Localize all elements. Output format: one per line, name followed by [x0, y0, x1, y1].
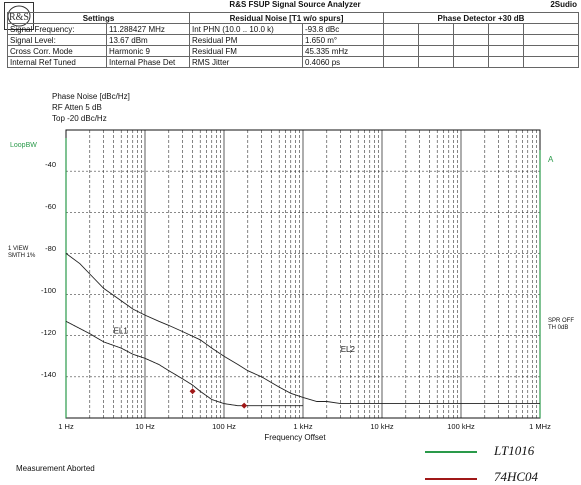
top-ref-level: Top -20 dBc/Hz — [52, 114, 107, 123]
setting-value: Harmonic 9 — [107, 46, 190, 57]
residual-value: 45.335 mHz — [303, 46, 384, 57]
trace-marker — [190, 388, 196, 394]
residual-value: -93.8 dBc — [303, 24, 384, 35]
spr-off-label: SPR OFF — [548, 318, 575, 324]
loop-bw-label: LoopBW — [10, 142, 37, 149]
y-tick-label: -120 — [40, 328, 56, 337]
residual-label: Residual FM — [190, 46, 303, 57]
x-tick-label: 100 Hz — [212, 422, 236, 431]
trace-label-el2: EL2 — [340, 345, 355, 355]
residual-label: Residual PM — [190, 35, 303, 46]
trace-74hc04 — [66, 321, 303, 405]
marker-a-label: A — [548, 155, 554, 164]
y-tick-label: -140 — [40, 370, 56, 379]
x-tick-label: 100 kHz — [447, 422, 475, 431]
setting-label: Internal Ref Tuned — [8, 57, 107, 68]
phase-noise-unit: Phase Noise [dBc/Hz] — [52, 92, 130, 101]
setting-label: Cross Corr. Mode — [8, 46, 107, 57]
residual-label: RMS Jitter — [190, 57, 303, 68]
legend-label-lt1016: LT1016 — [494, 443, 535, 458]
view-label: 1 VIEW — [8, 246, 29, 252]
residual-value: 1.650 m° — [303, 35, 384, 46]
logo-text: R&S — [8, 12, 30, 23]
legend-line-lt1016 — [425, 451, 477, 453]
window-title: R&S FSUP Signal Source Analyzer — [229, 0, 361, 9]
setting-value: Internal Phase Det — [107, 57, 190, 68]
legend-label-74hc04: 74HC04 — [494, 469, 539, 484]
x-tick-label: 1 kHz — [293, 422, 313, 431]
phase-detector-header: Phase Detector +30 dB — [384, 13, 579, 24]
setting-value: 11.288427 MHz — [107, 24, 190, 35]
status-text: Measurement Aborted — [16, 464, 95, 473]
residual-label: Int PHN (10.0 .. 10.0 k) — [190, 24, 303, 35]
smooth-label: SMTH 1% — [8, 253, 36, 259]
trace-marker — [241, 403, 247, 409]
residual-value: 0.4060 ps — [303, 57, 384, 68]
x-tick-label: 1 MHz — [529, 422, 551, 431]
legend-line-74hc04 — [425, 478, 477, 480]
x-tick-label: 1 Hz — [58, 422, 74, 431]
settings-header: Settings — [8, 13, 190, 24]
x-axis-title: Frequency Offset — [264, 433, 326, 442]
x-tick-label: 10 Hz — [135, 422, 155, 431]
setting-label: Signal Frequency: — [8, 24, 107, 35]
setting-label: Signal Level: — [8, 35, 107, 46]
residual-header: Residual Noise [T1 w/o spurs] — [190, 13, 384, 24]
x-tick-label: 10 kHz — [370, 422, 394, 431]
y-tick-label: -80 — [45, 244, 56, 253]
y-tick-label: -40 — [45, 160, 56, 169]
threshold-label: TH 0dB — [548, 325, 569, 331]
setting-value: 13.67 dBm — [107, 35, 190, 46]
y-tick-label: -60 — [45, 202, 56, 211]
y-tick-label: -100 — [40, 286, 56, 295]
partial-header: 2Sudio — [550, 0, 577, 9]
rf-atten: RF Atten 5 dB — [52, 103, 102, 112]
trace-label-el1: EL1 — [113, 326, 128, 336]
